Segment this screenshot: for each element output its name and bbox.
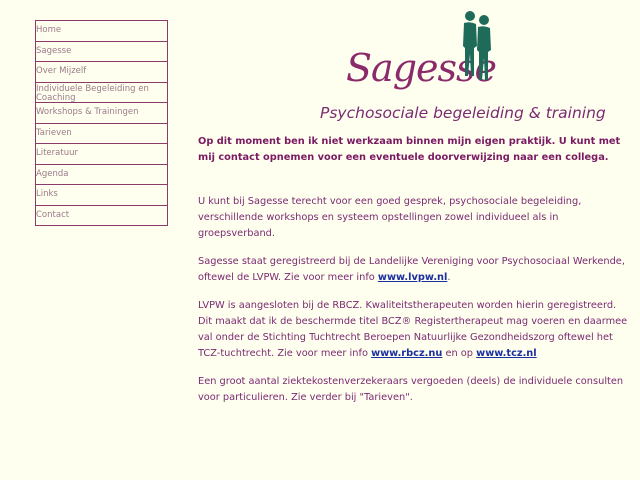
rbcz-mid: en op	[442, 348, 477, 359]
nav-item-links[interactable]	[36, 185, 167, 206]
nav-item-label: Sagesse	[36, 45, 72, 56]
lvpw-link[interactable]: www.lvpw.nl	[377, 272, 448, 283]
nav-item-label: Links	[36, 189, 58, 199]
sidebar-nav	[35, 20, 168, 226]
intro-paragraph: U kunt bij Sagesse terecht voor een goed gesprek, psychosociale begeleiding, verschillende workshops en systeem opstellingen zowel individueel als in groepsverband.	[198, 196, 582, 239]
nav-item-label: Home	[36, 25, 62, 35]
nav-item-contact[interactable]	[36, 206, 167, 227]
main-content	[198, 134, 630, 418]
nav-item-literatuur[interactable]	[36, 144, 167, 165]
nav-item-individuele-begeleiding[interactable]	[36, 83, 167, 104]
nav-item-label: Contact	[36, 209, 70, 220]
nav-item-label-line2: Coaching	[36, 92, 76, 103]
nav-item-label: Tarieven	[36, 127, 72, 138]
people-figures-icon	[460, 10, 494, 82]
nav-item-tarieven[interactable]	[36, 124, 167, 145]
tcz-link[interactable]: www.tcz.nl	[476, 348, 537, 359]
lvpw-text: Sagesse staat geregistreerd bij de Landelijke Vereniging voor Psychosociaal Werkende, oftewel de LVPW. Zie voor meer info	[198, 256, 625, 283]
lvpw-end: .	[447, 272, 451, 283]
nav-item-workshops[interactable]	[36, 103, 167, 124]
tagline: Psychosociale begeleiding & training	[320, 104, 606, 122]
rbcz-link[interactable]: www.rbcz.nu	[371, 348, 443, 359]
nav-item-label: Individuele Begeleiding en	[36, 83, 149, 94]
insurance-paragraph: Een groot aantal ziektekostenverzekeraars vergoeden (deels) de individuele consulten voor particulieren. Zie verder bij "Tarieven".	[198, 376, 624, 403]
nav-item-agenda[interactable]	[36, 165, 167, 186]
logo-text: Sagesse	[346, 46, 496, 90]
nav-item-label: Literatuur	[36, 148, 78, 158]
nav-item-label: Agenda	[36, 168, 69, 179]
nav-item-over-mijzelf[interactable]	[36, 62, 167, 83]
nav-item-sagesse[interactable]	[36, 42, 167, 63]
rbcz-text: LVPW is aangesloten bij de RBCZ. Kwaliteitstherapeuten worden hierin geregistreerd. Dit maakt dat ik de beschermde titel BCZ® Registertherapeut mag voeren en daarmee val onder de Stichting Tuchtrecht Beroepen Natuurlijke Gezondheidszorg oftewel het TCZ-tuchtrecht. Zie voor meer info	[198, 300, 628, 359]
notice-text: Op dit moment ben ik niet werkzaam binnen mijn eigen praktijk. U kunt met mij contact opnemen voor een eventuele doorverwijzing naar een collega.	[198, 136, 621, 163]
lvpw-paragraph	[198, 254, 630, 286]
nav-item-label: Workshops & Trainingen	[36, 107, 139, 117]
nav-item-home[interactable]	[36, 21, 167, 42]
logo	[346, 10, 506, 92]
nav-item-label: Over Mijzelf	[36, 66, 87, 76]
rbcz-paragraph	[198, 298, 630, 362]
